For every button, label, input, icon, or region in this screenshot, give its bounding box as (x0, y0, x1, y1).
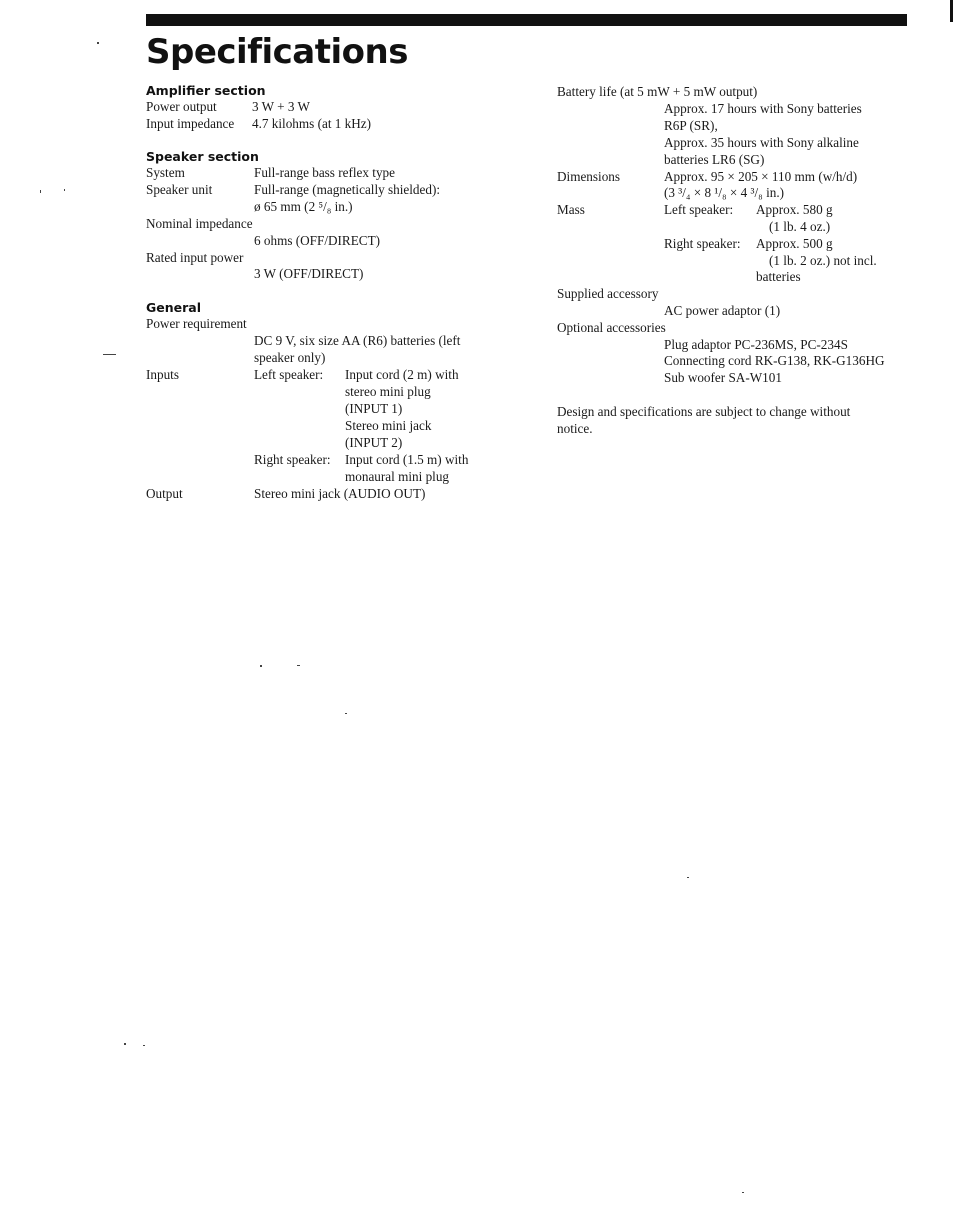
speaker-section-heading: Speaker section (146, 149, 259, 164)
speck (297, 665, 300, 666)
optional-accessory-1: Plug adaptor PC-236MS, PC-234S (664, 337, 848, 352)
speck (64, 189, 65, 191)
speck (143, 1045, 145, 1046)
amplifier-section-heading: Amplifier section (146, 83, 266, 98)
speck (345, 713, 347, 714)
supplied-accessory-value: AC power adaptor (1) (664, 303, 781, 318)
inputs-right-line-1: Input cord (1.5 m) with (345, 452, 469, 467)
change-notice-line-2: notice. (557, 421, 593, 436)
header-rule (146, 14, 907, 26)
system-value: Full-range bass reflex type (254, 165, 395, 180)
page-title: Specifications (146, 32, 408, 72)
inputs-left-line-3: (INPUT 1) (345, 401, 403, 416)
speck (260, 665, 262, 667)
input-impedance-value: 4.7 kilohms (at 1 kHz) (252, 116, 372, 131)
battery-life-label: Battery life (at 5 mW + 5 mW output) (557, 84, 758, 99)
dimensions-line-1: Approx. 95 × 205 × 110 mm (w/h/d) (664, 169, 858, 184)
inputs-left-line-4: Stereo mini jack (345, 418, 432, 433)
system-label: System (146, 165, 185, 180)
output-label: Output (146, 486, 183, 501)
battery-life-line-4: batteries LR6 (SG) (664, 152, 765, 167)
change-notice-line-1: Design and specifications are subject to change without (557, 404, 851, 419)
rated-input-label: Rated input power (146, 250, 244, 265)
speck (40, 190, 41, 193)
inputs-left-line-2: stereo mini plug (345, 384, 431, 399)
inputs-left-line-1: Input cord (2 m) with (345, 367, 459, 382)
inputs-right-line-2: monaural mini plug (345, 469, 450, 484)
power-output-value: 3 W + 3 W (252, 99, 310, 114)
supplied-accessory-label: Supplied accessory (557, 286, 659, 301)
dimensions-line-2: (3 ³/₄ × 8 ¹/₈ × 4 ³/₈ in.) (664, 185, 785, 200)
edge-mark (950, 0, 953, 22)
general-section-heading: General (146, 300, 201, 315)
speaker-unit-label: Speaker unit (146, 182, 213, 197)
battery-life-line-1: Approx. 17 hours with Sony batteries (664, 101, 862, 116)
speck (742, 1192, 744, 1193)
mass-right-line-2: (1 lb. 2 oz.) not incl. (769, 253, 877, 268)
battery-life-line-2: R6P (SR), (664, 118, 718, 133)
power-requirement-label: Power requirement (146, 316, 247, 331)
speck (97, 42, 99, 44)
inputs-right-speaker-label: Right speaker: (254, 452, 331, 467)
battery-life-line-3: Approx. 35 hours with Sony alkaline (664, 135, 859, 150)
inputs-left-line-5: (INPUT 2) (345, 435, 403, 450)
power-output-label: Power output (146, 99, 217, 114)
input-impedance-label: Input impedance (146, 116, 235, 131)
mass-left-speaker-label: Left speaker: (664, 202, 734, 217)
speaker-unit-value: Full-range (magnetically shielded): (254, 182, 441, 197)
dimensions-label: Dimensions (557, 169, 621, 184)
power-requirement-value: DC 9 V, six size AA (R6) batteries (left (254, 333, 461, 348)
speaker-unit-value-2: ø 65 mm (2 ⁵/₈ in.) (254, 199, 353, 214)
rated-input-value: 3 W (OFF/DIRECT) (254, 266, 364, 281)
mass-right-speaker-label: Right speaker: (664, 236, 741, 251)
mass-label: Mass (557, 202, 585, 217)
speck (103, 354, 116, 355)
inputs-label: Inputs (146, 367, 179, 382)
optional-accessory-2: Connecting cord RK-G138, RK-G136HG (664, 353, 885, 368)
mass-left-line-1: Approx. 580 g (756, 202, 833, 217)
speck (687, 877, 689, 878)
nominal-impedance-label: Nominal impedance (146, 216, 253, 231)
inputs-left-speaker-label: Left speaker: (254, 367, 324, 382)
mass-right-line-3: batteries (756, 269, 801, 284)
optional-accessories-label: Optional accessories (557, 320, 666, 335)
optional-accessory-3: Sub woofer SA-W101 (664, 370, 782, 385)
mass-right-line-1: Approx. 500 g (756, 236, 833, 251)
speck (124, 1043, 126, 1045)
nominal-impedance-value: 6 ohms (OFF/DIRECT) (254, 233, 381, 248)
output-value: Stereo mini jack (AUDIO OUT) (254, 486, 426, 501)
power-requirement-value-2: speaker only) (254, 350, 326, 365)
mass-left-line-2: (1 lb. 4 oz.) (769, 219, 831, 234)
